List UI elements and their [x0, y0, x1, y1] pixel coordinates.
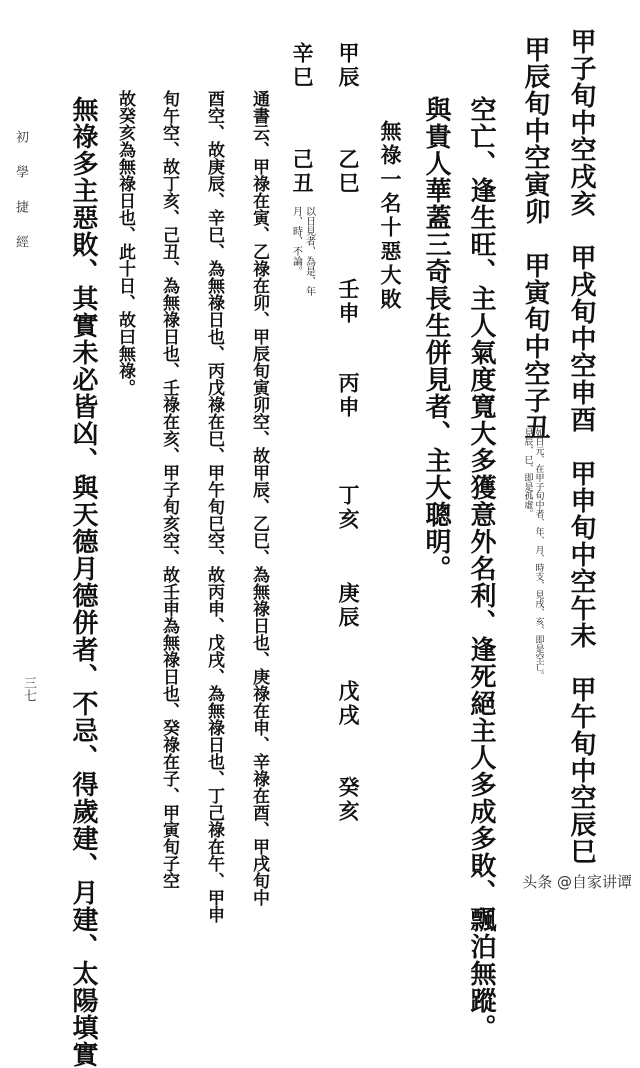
day-item-1: 乙巳 — [336, 148, 361, 196]
commentary-column-4: 故癸亥為無祿日也、此十日、故曰無祿。 — [115, 90, 135, 396]
commentary-column-1: 通書云、甲祿在寅、乙祿在卯、甲辰旬寅卯空、故甲辰、乙巳、為無祿日也、庚祿在申、辛祿在酉、甲戌旬中 — [249, 90, 269, 906]
list-label-xinsi: 辛巳 — [290, 42, 315, 90]
day-item-5: 庚辰 — [336, 582, 361, 630]
day-item-jichou: 己丑 — [290, 148, 315, 196]
watermark: 头条 @自家讲谭 — [522, 873, 632, 891]
commentary-column-2: 酉空、故庚辰、辛巳、為無祿日也、丙戊祿在巳、甲午旬巳空、故丙申、戊戌、為無祿日也、丁己祿在午、甲申 — [204, 90, 224, 923]
commentary-column-3: 旬午空、故丁亥、己丑、為無祿日也、壬祿在亥、甲子旬亥空、故壬申為無祿日也、癸祿在子、甲寅旬子空 — [159, 90, 179, 889]
annotation-note-b: 見辰、巳、即是孤虛。 — [522, 428, 533, 518]
list-label-jiachen: 甲辰 — [336, 42, 361, 90]
day-item-3: 丙申 — [336, 372, 361, 420]
margin-book-title: 初學捷經 — [13, 130, 28, 270]
text-column-2: 甲辰旬中空寅卯 甲寅旬中空子丑 — [520, 36, 550, 441]
text-column-3: 空亡、逢生旺、主人氣度寬大多獲意外名利、逢死絕主人多成多敗、飄泊無蹤。 — [466, 96, 496, 1041]
page-number: 三七 — [21, 676, 36, 702]
day-note-a: 以日見者、為是、年 — [303, 206, 315, 296]
day-item-2: 壬申 — [336, 278, 361, 326]
text-column-1: 甲子旬中空戌亥 甲戌旬中空申酉 甲申旬中空午未 甲午旬中空辰巳 — [566, 28, 596, 865]
day-note-b: 月、時、不論。 — [290, 206, 302, 276]
annotation-note-a: 如日元、在甲子旬中者、年、月、時支、見戌、亥、即是空亡。 — [533, 428, 544, 680]
text-column-4: 與貴人華蓋三奇長生併見者、主大聰明。 — [421, 96, 451, 582]
day-item-6: 戊戌 — [336, 680, 361, 728]
text-column-12: 無祿多主惡敗、其實未必皆凶、與天德月德併者、不忌、得歲建、月建、太陽填實 — [68, 96, 98, 1068]
section-heading: 無祿一名十惡大敗 — [378, 120, 403, 312]
day-item-4: 丁亥 — [336, 484, 361, 532]
day-item-7: 癸亥 — [336, 776, 361, 824]
